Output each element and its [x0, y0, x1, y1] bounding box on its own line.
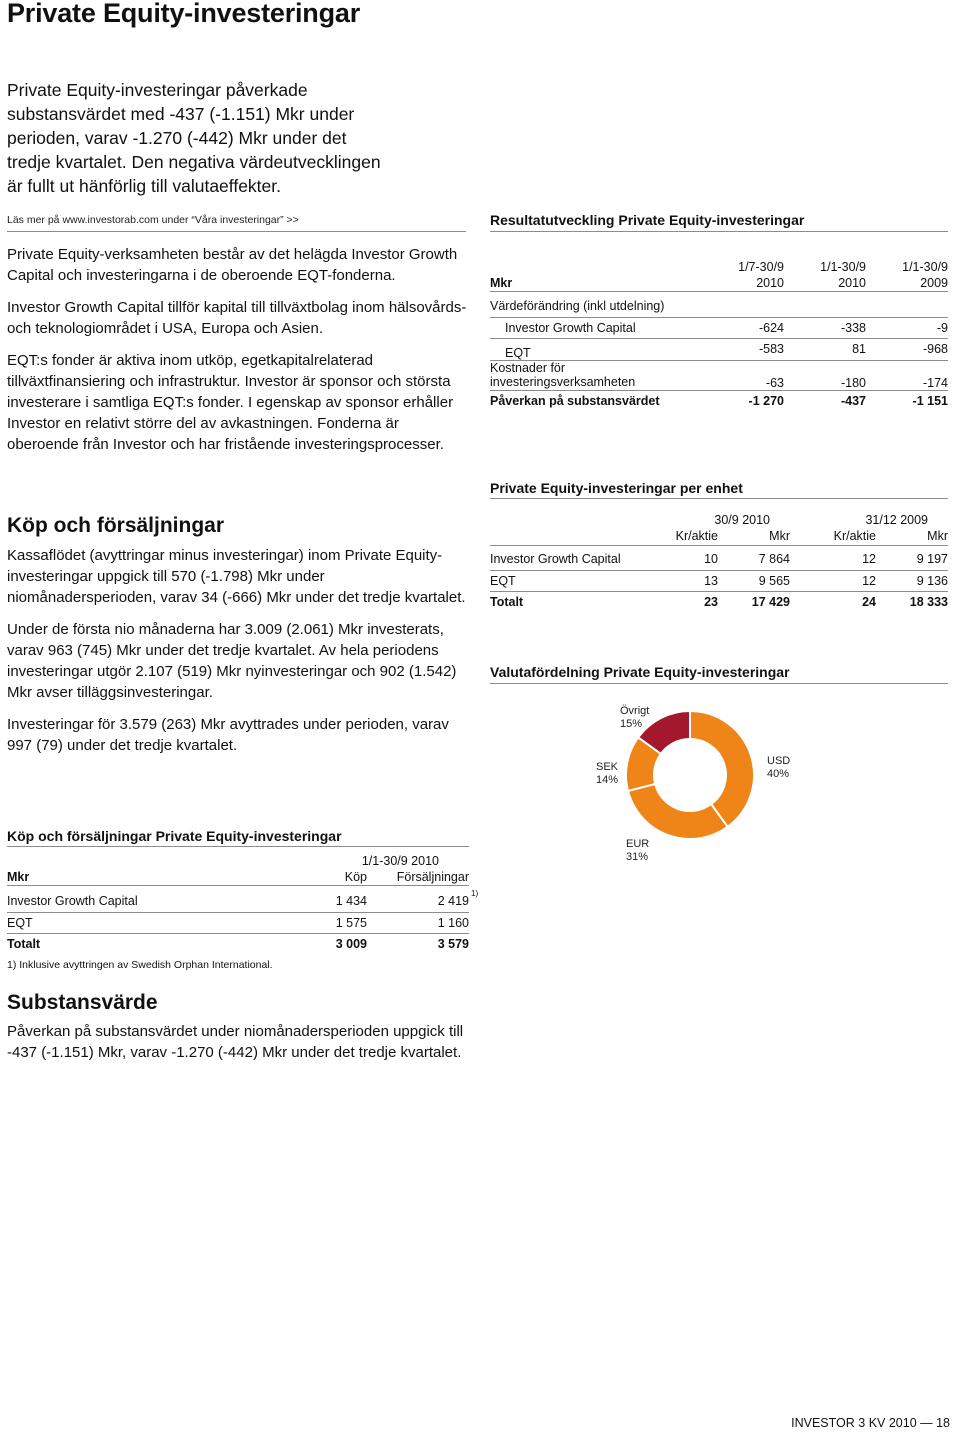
row-label: EQT	[505, 345, 531, 360]
currency-donut-chart	[540, 690, 840, 870]
period-header: 1/1-30/9 2010	[361, 854, 439, 868]
column-header: Köp	[344, 869, 367, 884]
intro-body	[7, 244, 467, 466]
lead-line: Private Equity-investeringar påverkade	[7, 80, 308, 100]
row-label: EQT	[7, 915, 33, 930]
page-title: Private Equity-investeringar	[7, 0, 361, 28]
cell: 1 575	[335, 915, 367, 930]
legend-sek	[596, 761, 618, 787]
cell: -180	[840, 375, 866, 390]
unit-label: Mkr	[7, 869, 30, 884]
legend-value: 31%	[626, 851, 649, 863]
cell: 3 009	[335, 937, 367, 952]
cell: -1 270	[748, 394, 784, 409]
lead-text	[7, 78, 477, 198]
legend-eur	[626, 838, 649, 864]
table-row	[490, 360, 948, 390]
cell: 2 419	[437, 894, 469, 909]
divider	[490, 683, 948, 684]
legend-ovrigt	[620, 705, 649, 731]
lead-line: substansvärdet med -437 (-1.151) Mkr under	[7, 104, 355, 124]
paragraph: EQT:s fonder är aktiva inom utköp, egetkapitalrelaterad tillväxtfinansiering och infrastruktur. Investor är sponsor och största investerare i samtliga EQT:s fonder. I egenskap av sponsor erhåller Investor en relativt större del av avkastningen. Fonderna är oberoende från Investor och har fristående investeringsprocesser.	[7, 352, 454, 453]
cell: 18 333	[909, 595, 948, 610]
paragraph: Investeringar för 3.579 (263) Mkr avyttrades under perioden, varav 997 (79) under det tredje kvartalet.	[7, 716, 449, 754]
cell: 1 434	[335, 894, 367, 909]
cell: 17 429	[751, 595, 790, 610]
column-header: 2010	[756, 275, 784, 290]
cell: -437	[840, 394, 866, 409]
divider	[7, 846, 469, 847]
cell: -624	[758, 320, 784, 335]
legend-label: Övrigt	[620, 705, 650, 717]
group-label: Värdeförändring (inkl utdelning)	[490, 298, 665, 313]
unit-table	[490, 512, 948, 613]
cell: 9 197	[916, 552, 948, 567]
column-header: 2009	[920, 275, 948, 290]
lead-line: är fullt ut hänförlig till valutaeffekter.	[7, 176, 281, 196]
legend-label: SEK	[596, 761, 619, 773]
cell: 13	[704, 573, 718, 588]
lead-line: perioden, varav -1.270 (-442) Mkr under det	[7, 128, 347, 148]
divider	[490, 231, 948, 232]
row-label: Påverkan på substansvärdet	[490, 394, 660, 409]
slice-eur	[628, 784, 728, 839]
table-row-total	[490, 390, 948, 412]
table-row-total	[490, 591, 948, 613]
period-header: 31/12 2009	[865, 513, 928, 527]
cell: 9 565	[758, 573, 790, 588]
table-row-total	[7, 933, 469, 955]
column-header: 2010	[838, 275, 866, 290]
table-row	[490, 338, 948, 360]
legend-value: 14%	[596, 774, 619, 786]
table-row	[490, 317, 948, 338]
cell: 12	[862, 573, 876, 588]
row-label: Totalt	[490, 595, 524, 610]
column-header: Mkr	[769, 529, 790, 544]
result-table-title: Resultatutveckling Private Equity-investeringar	[490, 212, 805, 228]
column-header: Kr/aktie	[833, 529, 876, 544]
cell: -583	[758, 342, 784, 356]
substans-text: Påverkan på substansvärdet under niomånadersperioden uppgick till -437 (-1.151) Mkr, varav -1.270 (-442) Mkr under det tredje kvartalet.	[7, 1023, 464, 1061]
row-label	[490, 360, 702, 390]
row-label-line: Kostnader för	[490, 361, 566, 375]
legend-label: EUR	[626, 838, 650, 850]
kop-heading: Köp och försäljningar	[7, 514, 225, 537]
table-row	[490, 549, 948, 570]
column-header: 1/1-30/9	[820, 260, 866, 274]
table-row	[7, 891, 469, 912]
cell: 1 160	[437, 915, 469, 930]
cell: 9 136	[916, 573, 948, 588]
kop-table-title: Köp och försäljningar Private Equity-investeringar	[7, 828, 342, 844]
result-table	[490, 259, 948, 412]
row-label: Investor Growth Capital	[7, 894, 138, 909]
legend-label: USD	[767, 755, 791, 767]
legend-usd	[767, 755, 790, 781]
divider	[7, 231, 466, 232]
cell: -968	[922, 342, 948, 356]
column-header: Kr/aktie	[675, 529, 718, 544]
unit-table-title: Private Equity-investeringar per enhet	[490, 480, 743, 496]
chart-title: Valutafördelning Private Equity-investeringar	[490, 664, 790, 680]
row-label: Investor Growth Capital	[490, 552, 621, 567]
page-footer: INVESTOR 3 KV 2010 — 18	[791, 1416, 950, 1430]
cell: 12	[862, 552, 876, 567]
cell: -9	[936, 320, 948, 335]
lead-line: tredje kvartalet. Den negativa värdeutvecklingen	[7, 152, 381, 172]
table-row	[7, 912, 469, 933]
column-header: Försäljningar	[396, 869, 469, 884]
row-label: EQT	[490, 573, 516, 588]
table-row	[490, 570, 948, 591]
kop-body	[7, 545, 467, 767]
footnote-mark: 1)	[471, 889, 479, 898]
cell: 23	[704, 595, 718, 610]
legend-value: 15%	[620, 718, 643, 730]
row-label: Totalt	[7, 937, 41, 952]
cell: -338	[840, 320, 866, 335]
paragraph: Kassaflödet (avyttringar minus investeringar) inom Private Equity-investeringar uppgick till 570 (-1.798) Mkr under niomånadersperioden, varav 34 (-666) Mkr under det tredje kvartalet.	[7, 547, 466, 606]
paragraph: Investor Growth Capital tillför kapital till tillväxtbolag inom hälsovårds- och teknologiområdet i USA, Europa och Asien.	[7, 299, 467, 337]
paragraph: Under de första nio månaderna har 3.009 (2.061) Mkr investerats, varav 963 (745) Mkr under det tredje kvartalet. Av hela periodens investeringar utgör 2.107 (519) Mkr nyinvesteringar och 902 (1.542) Mkr avser tilläggsinvesteringar.	[7, 621, 457, 701]
unit-label: Mkr	[490, 275, 513, 290]
cell: -1 151	[912, 394, 948, 409]
kop-table	[7, 853, 479, 955]
row-label: Investor Growth Capital	[505, 320, 636, 335]
read-more-link[interactable]: Läs mer på www.investorab.com under “Våra investeringar” >>	[7, 214, 299, 226]
row-label-line: investeringsverksamheten	[490, 375, 636, 389]
cell: 3 579	[437, 937, 469, 952]
column-header: 1/7-30/9	[738, 260, 784, 274]
paragraph: Private Equity-verksamheten består av det helägda Investor Growth Capital och investeringarna i de oberoende EQT-fonderna.	[7, 246, 458, 284]
cell: 81	[852, 342, 866, 356]
footnote: 1) Inklusive avyttringen av Swedish Orphan International.	[7, 959, 273, 971]
cell: 24	[862, 595, 876, 610]
divider	[490, 498, 948, 499]
column-header: 1/1-30/9	[902, 260, 948, 274]
substans-heading: Substansvärde	[7, 991, 158, 1014]
column-header: Mkr	[927, 529, 948, 544]
cell: 7 864	[758, 552, 790, 567]
legend-value: 40%	[767, 768, 790, 780]
period-header: 30/9 2010	[714, 513, 770, 527]
cell: 10	[704, 552, 718, 567]
cell: -63	[765, 375, 784, 390]
cell: -174	[922, 375, 948, 390]
